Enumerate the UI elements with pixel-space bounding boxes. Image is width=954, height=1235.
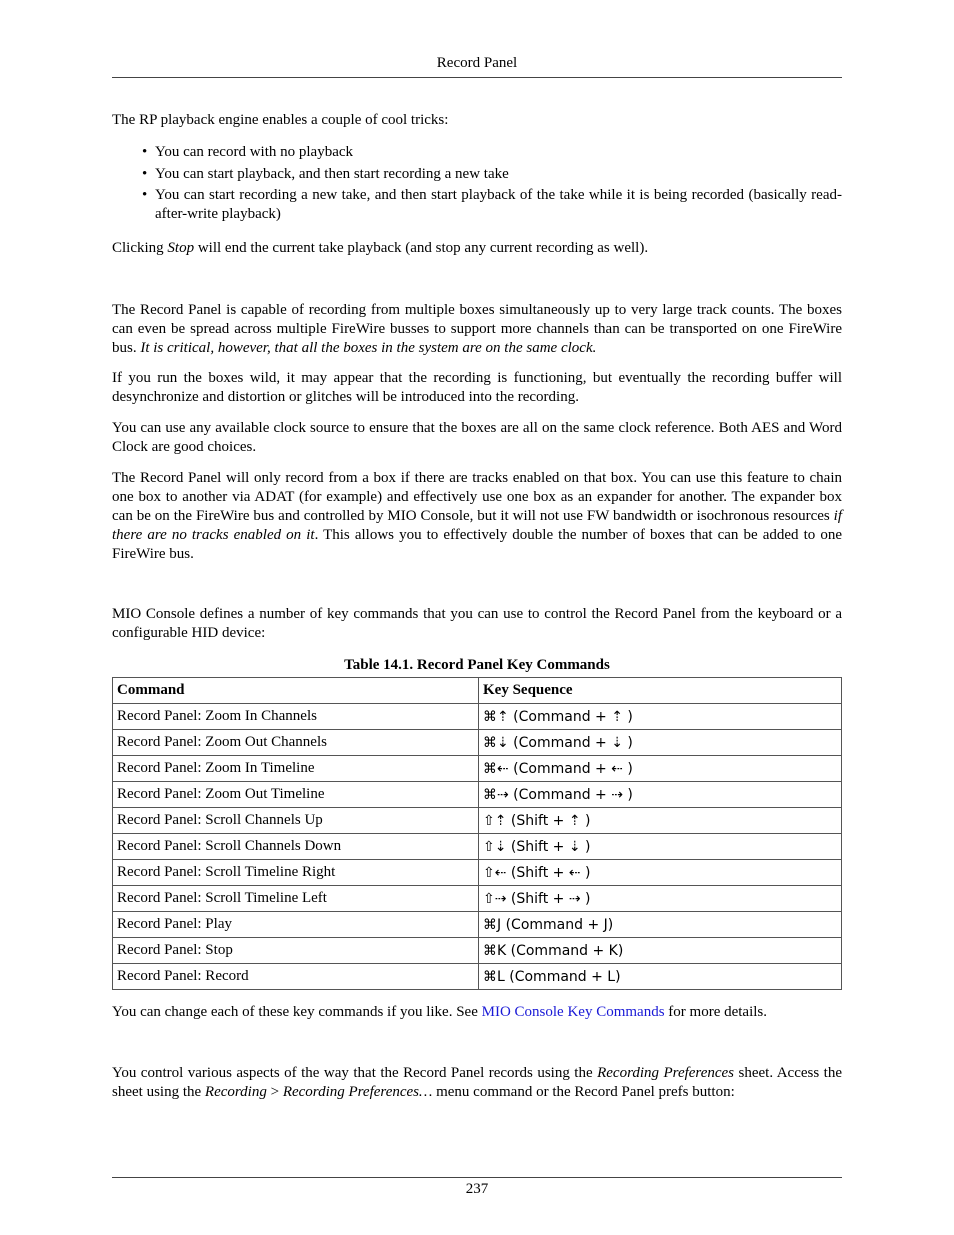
command-cell: Record Panel: Zoom In Timeline [113, 756, 479, 782]
key-commands-intro: MIO Console defines a number of key commands that you can use to control the Record Panel from the keyboard or a configurable HID device: [112, 606, 842, 641]
column-header-key-sequence: Key Sequence [479, 678, 842, 704]
key-sequence-cell: ⌘⇠ (Command + ⇠ ) [479, 756, 842, 782]
table-row [113, 886, 842, 912]
key-commands-table [112, 677, 842, 990]
key-commands-after-paragraph: You can change each of these key commands if you like. See MIO Console Key Commands for more details. [112, 1004, 768, 1020]
key-sequence-cell: ⌘K (Command + K) [479, 938, 842, 964]
key-sequence-cell: ⌘L (Command + L) [479, 964, 842, 990]
table-row [113, 808, 842, 834]
command-cell: Record Panel: Scroll Channels Up [113, 808, 479, 834]
page-number: 237 [465, 1181, 489, 1197]
command-cell: Record Panel: Scroll Timeline Right [113, 860, 479, 886]
bullet-icon: • [142, 144, 148, 160]
key-sequence-cell: ⌘⇡ (Command + ⇡ ) [479, 704, 842, 730]
command-cell: Record Panel: Zoom In Channels [113, 704, 479, 730]
footer-rule [112, 1177, 842, 1178]
command-cell: Record Panel: Stop [113, 938, 479, 964]
table-row [113, 704, 842, 730]
key-sequence-cell: ⇧⇣ (Shift + ⇣ ) [479, 834, 842, 860]
multi-box-paragraph-2: If you run the boxes wild, it may appear that the recording is functioning, but eventually the recording buffer will desynchronize and distortion or glitches will be introduced into the recording. [112, 370, 842, 405]
command-cell: Record Panel: Scroll Timeline Left [113, 886, 479, 912]
bullet-icon: • [142, 187, 148, 203]
column-header-command: Command [113, 678, 479, 704]
header-rule [112, 77, 842, 78]
key-sequence-cell: ⌘J (Command + J) [479, 912, 842, 938]
command-cell: Record Panel: Zoom Out Channels [113, 730, 479, 756]
list-item: • You can start playback, and then start recording a new take [142, 165, 509, 182]
multi-box-paragraph-4: The Record Panel will only record from a box if there are tracks enabled on that box. You can use this feature to chain one box to another via ADAT (for example) and effectively use one box as an expander for another. The expander box can be on the FireWire bus and controlled by MIO Console, but it will not use FW bandwidth or isochronous resources if there are no tracks enabled on it. This allows you to effectively double the number of boxes that can be added to one FireWire bus. [112, 470, 842, 562]
table-row [113, 912, 842, 938]
key-sequence-cell: ⇧⇠ (Shift + ⇠ ) [479, 860, 842, 886]
multi-box-paragraph-1: The Record Panel is capable of recording from multiple boxes simultaneously up to very large track counts. The boxes can even be spread across multiple FireWire busses to support more channels than can be transported on one FireWire bus. It is critical, however, that all the boxes in the system are on the same clock. [112, 302, 842, 356]
intro-paragraph: The RP playback engine enables a couple of cool tricks: [112, 112, 449, 128]
table-row [113, 782, 842, 808]
multi-box-paragraph-3: You can use any available clock source to ensure that the boxes are all on the same clock reference. Both AES and Word Clock are good choices. [112, 420, 842, 455]
table-row [113, 964, 842, 990]
command-cell: Record Panel: Zoom Out Timeline [113, 782, 479, 808]
table-header-row [113, 678, 842, 704]
table-row [113, 834, 842, 860]
mio-console-key-commands-link[interactable]: MIO Console Key Commands [481, 1004, 665, 1020]
recording-prefs-paragraph: You control various aspects of the way that the Record Panel records using the Recording Preferences sheet. Access the sheet using the Recording > Recording Preferences… menu command or the Record Panel prefs button: [112, 1065, 842, 1100]
key-sequence-cell: ⇧⇢ (Shift + ⇢ ) [479, 886, 842, 912]
table-row [113, 730, 842, 756]
list-item: • You can record with no playback [142, 144, 354, 160]
key-sequence-cell: ⌘⇢ (Command + ⇢ ) [479, 782, 842, 808]
table-row [113, 938, 842, 964]
command-cell: Record Panel: Play [113, 912, 479, 938]
table-row [113, 860, 842, 886]
list-item: • You can start recording a new take, and then start playback of the take while it is being recorded (basically read-after-write playback) [142, 187, 842, 222]
stop-paragraph: Clicking Stop will end the current take playback (and stop any current recording as well). [112, 240, 649, 256]
running-header: Record Panel [436, 55, 518, 71]
command-cell: Record Panel: Scroll Channels Down [113, 834, 479, 860]
key-sequence-cell: ⌘⇣ (Command + ⇣ ) [479, 730, 842, 756]
command-cell: Record Panel: Record [113, 964, 479, 990]
table-row [113, 756, 842, 782]
table-caption: Table 14.1. Record Panel Key Commands [344, 657, 610, 673]
bullet-icon: • [142, 165, 148, 182]
tricks-list [112, 143, 842, 227]
key-sequence-cell: ⇧⇡ (Shift + ⇡ ) [479, 808, 842, 834]
